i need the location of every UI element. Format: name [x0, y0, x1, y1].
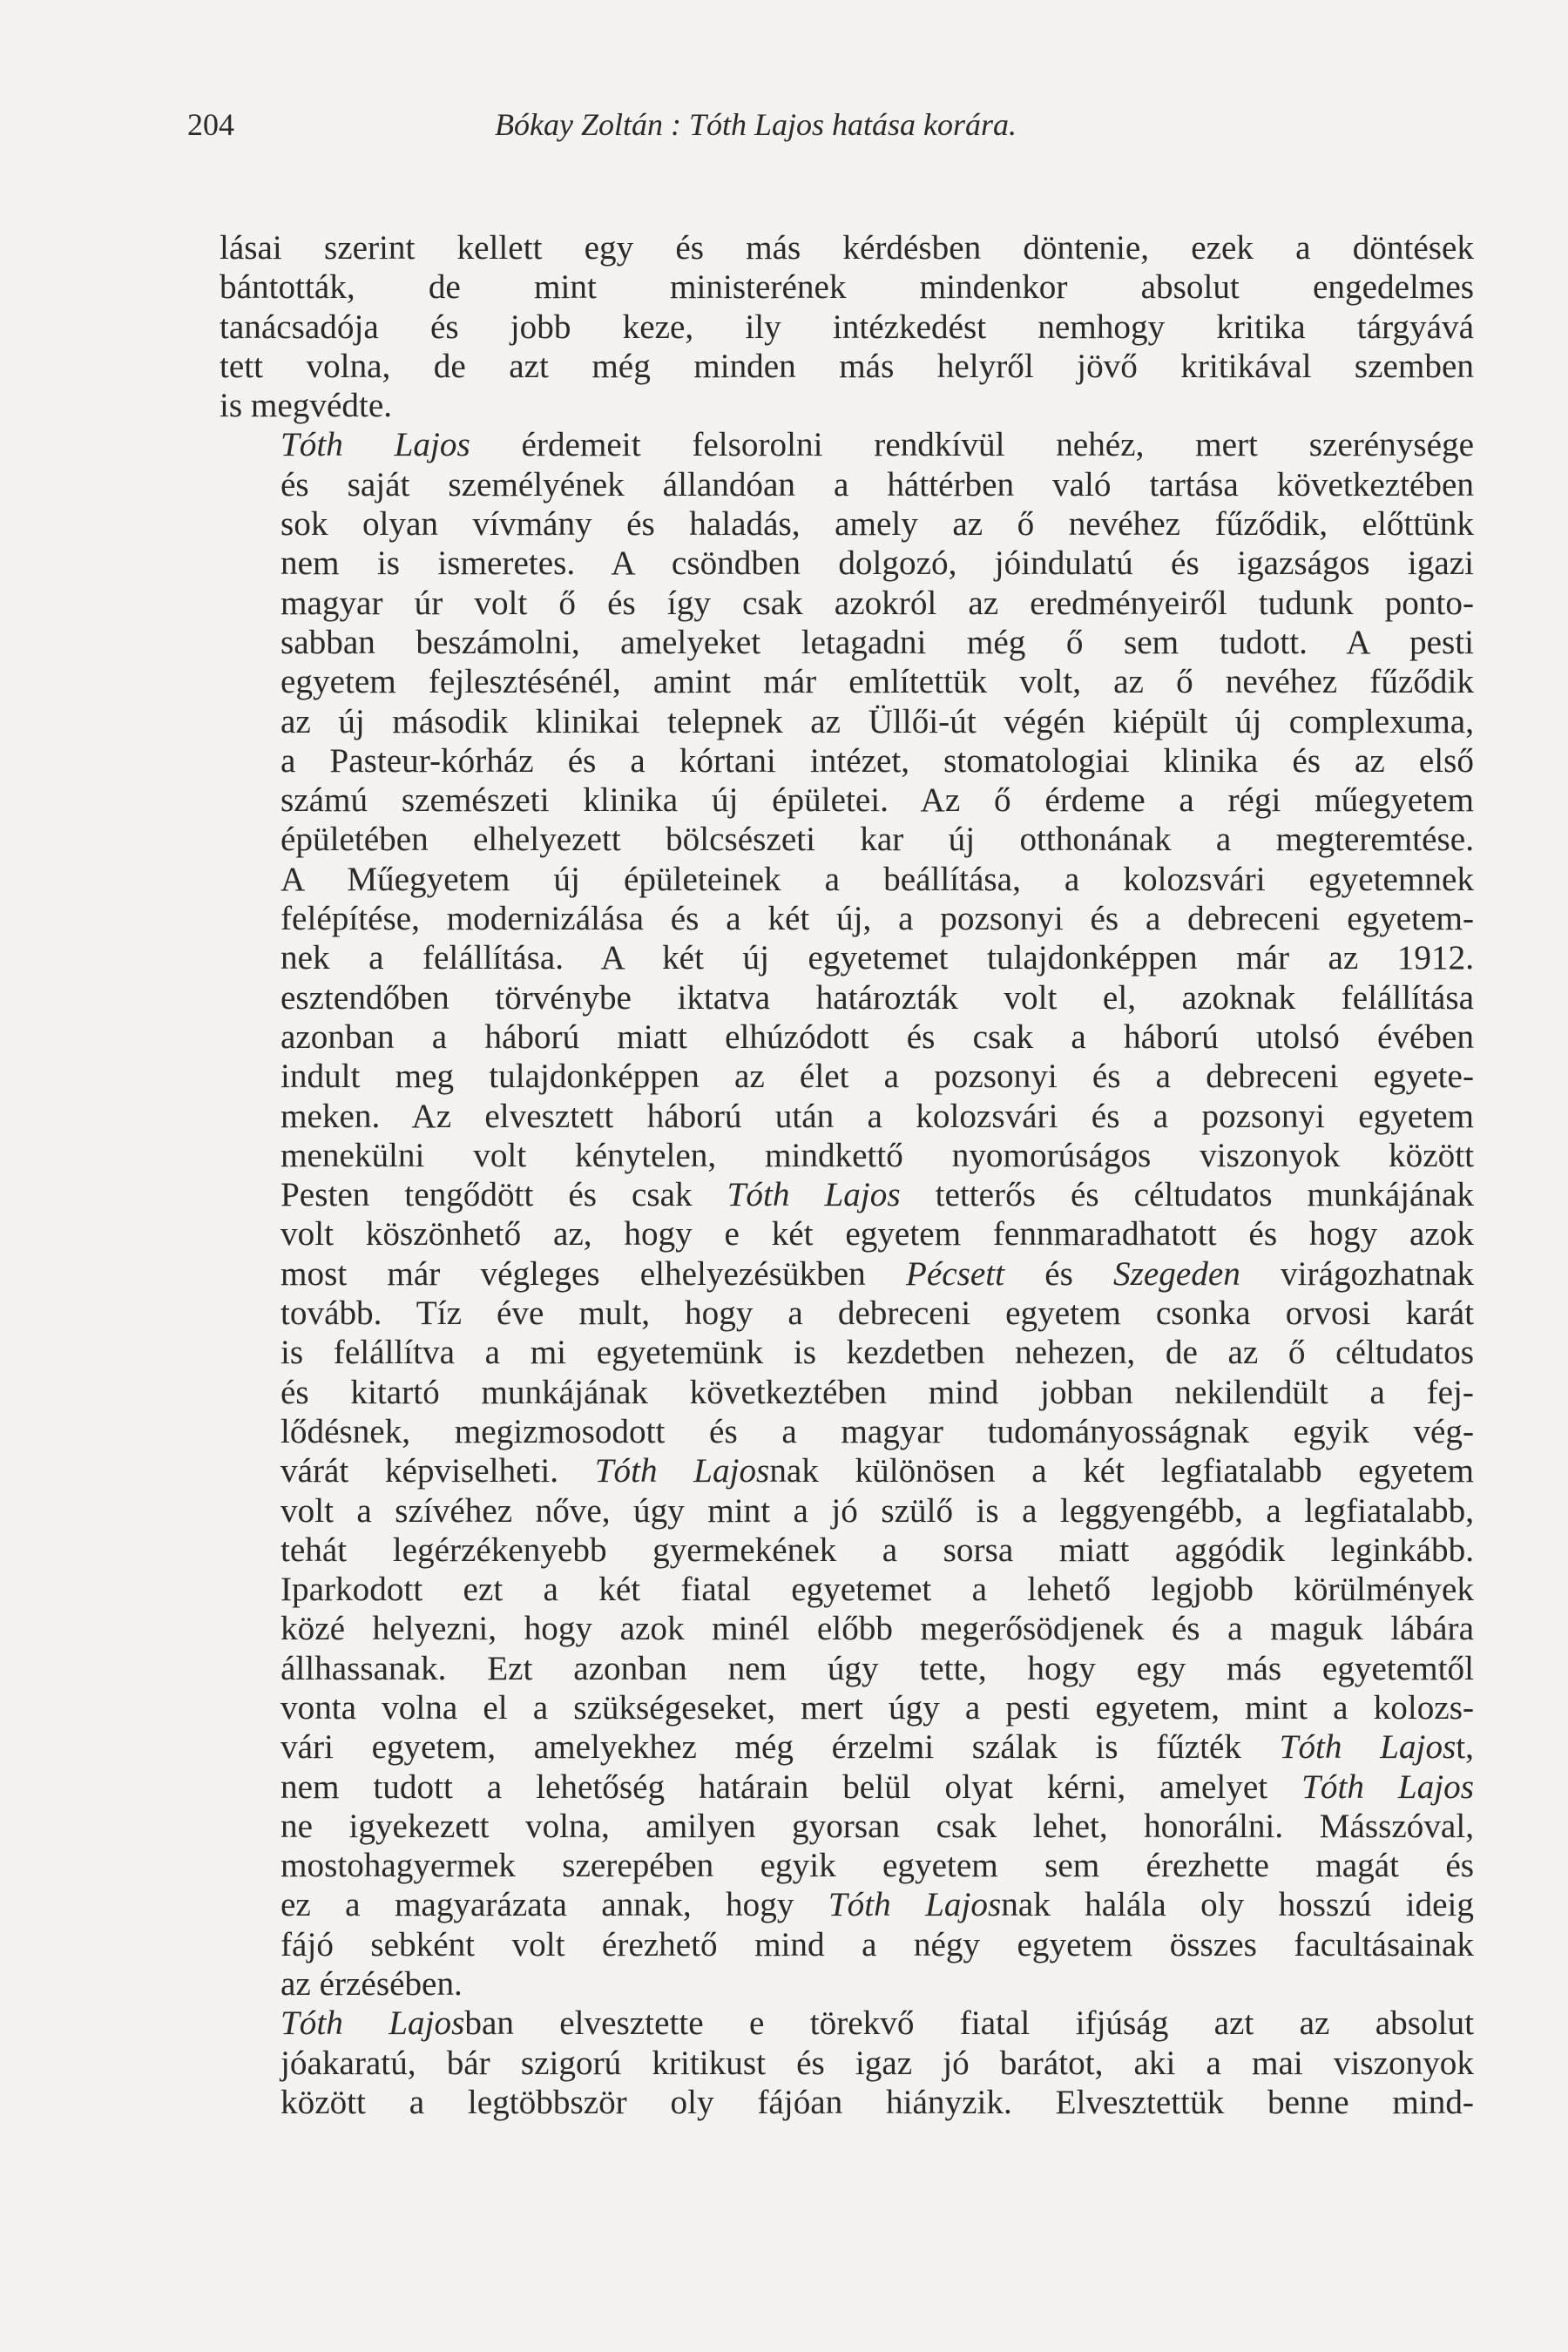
text-line: lődésnek, megizmosodott és a magyar tudományosságnak egyik vég- [280, 1412, 1474, 1450]
text-line: nek a felállítása. A két új egyetemet tulajdonképpen már az 1912. [280, 939, 1474, 977]
text-line: bántották, de mint ministerének mindenkor absolut engedelmes [220, 268, 1474, 307]
italic-name: Szegeden [1113, 1254, 1240, 1293]
text-line: esztendőben törvénybe iktatva határozták volt el, azoknak felállítása [280, 978, 1474, 1017]
text-line: épületében elhelyezett bölcsészeti kar új otthonának a megteremtése. [280, 821, 1474, 859]
text-line: sok olyan vívmány és haladás, amely az ő nevéhez fűződik, előttünk [280, 505, 1474, 544]
paragraph [220, 425, 1474, 2004]
text-line: mostohagyermek szerepében egyik egyetem sem érezhette magát és [280, 1847, 1474, 1885]
text-line: állhassanak. Ezt azonban nem úgy tette, hogy egy más egyetemtől [280, 1649, 1474, 1687]
running-title: Bókay Zoltán : Tóth Lajos hatása korára. [495, 107, 1017, 142]
text-line: meken. Az elvesztett háború után a kolozsvári és a pozsonyi egyetem [280, 1097, 1474, 1135]
text-line: és saját személyének állandóan a háttérben való tartása következtében [280, 465, 1474, 504]
text-line: fájó sebként volt érezhető mind a négy egyetem összes facultásainak [280, 1925, 1474, 1963]
text-line: Pesten tengődött és csak Tóth Lajos tetterős és céltudatos munkájának [280, 1176, 1474, 1214]
paragraph [220, 2004, 1474, 2122]
text-line: Tóth Lajos érdemeit felsorolni rendkívül nehéz, mert szerénysége [280, 426, 1474, 464]
italic-name: Tóth Lajos [594, 1452, 770, 1490]
text-line: menekülni volt kénytelen, mindkettő nyomorúságos viszonyok között [280, 1136, 1474, 1174]
text-line: között a legtöbbször oly fájóan hiányzik. Elvesztettük benne mind- [280, 2083, 1474, 2121]
body-text [220, 228, 1474, 2122]
text-line: várát képviselheti. Tóth Lajosnak különösen a két legfiatalabb egyetem [280, 1452, 1474, 1490]
text-line: Tóth Lajosban elvesztette e törekvő fiatal ifjúság azt az absolut [280, 2004, 1474, 2043]
page-number: 204 [187, 107, 234, 142]
page-header [187, 106, 1372, 150]
text-line: azonban a háború miatt elhúzódott és csak a háború utolsó évében [280, 1017, 1474, 1056]
text-line: tanácsadója és jobb keze, ily intézkedést nemhogy kritika tárgyává [220, 308, 1474, 346]
italic-name: Tóth Lajos [280, 2004, 465, 2043]
text-line: A Műegyetem új épületeinek a beállítása, a kolozsvári egyetemnek [280, 860, 1474, 898]
text-line: és kitartó munkájának következtében mind jobban nekilendült a fej- [280, 1373, 1474, 1411]
text-line: magyar úr volt ő és így csak azokról az eredményeiről tudunk ponto- [280, 584, 1474, 622]
text-line: ne igyekezett volna, amilyen gyorsan csak lehet, honorálni. Másszóval, [280, 1807, 1474, 1845]
text-line: vári egyetem, amelyekhez még érzelmi szálak is fűzték Tóth Lajost, [280, 1728, 1474, 1767]
text-line: nem is ismeretes. A csöndben dolgozó, jóindulatú és igazságos igazi [280, 544, 1474, 583]
text-line: indult meg tulajdonképpen az élet a pozsonyi és a debreceni egyete- [280, 1058, 1474, 1096]
text-line: is megvédte. [220, 387, 393, 425]
text-line: most már végleges elhelyezésükben Pécsett és Szegeden virágozhatnak [280, 1254, 1474, 1293]
text-line: számú szemészeti klinika új épületei. Az ő érdeme a régi műegyetem [280, 781, 1474, 820]
text-line: az új második klinikai telepnek az Üllői-út végén kiépült új complexuma, [280, 702, 1474, 740]
italic-name: Pécsett [905, 1254, 1005, 1293]
text-line: lásai szerint kellett egy és más kérdésben döntenie, ezek a döntések [220, 229, 1474, 267]
text-line: volt köszönhető az, hogy e két egyetem fennmaradhatott és hogy azok [280, 1215, 1474, 1254]
text-line: ez a magyarázata annak, hogy Tóth Lajosnak halála oly hosszú ideig [280, 1886, 1474, 1924]
text-line: az érzésében. [280, 1965, 463, 2004]
italic-name: Tóth Lajos [280, 426, 470, 464]
italic-name: Tóth Lajos [1301, 1767, 1474, 1806]
text-line: tehát legérzékenyebb gyermekének a sorsa miatt aggódik leginkább. [280, 1531, 1474, 1569]
text-line: felépítése, modernizálása és a két új, a pozsonyi és a debreceni egyetem- [280, 900, 1474, 938]
paragraph [220, 228, 1474, 425]
text-line: egyetem fejlesztésénél, amint már említettük volt, az ő nevéhez fűződik [280, 663, 1474, 701]
text-line: a Pasteur-kórház és a kórtani intézet, stomatologiai klinika és az első [280, 741, 1474, 780]
text-line: közé helyezni, hogy azok minél előbb megerősödjenek és a maguk lábára [280, 1610, 1474, 1648]
text-line: is felállítva a mi egyetemünk is kezdetben nehezen, de az ő céltudatos [280, 1334, 1474, 1372]
italic-name: Tóth Lajos [828, 1886, 1002, 1924]
text-line: Iparkodott ezt a két fiatal egyetemet a lehető legjobb körülmények [280, 1571, 1474, 1609]
text-line: jóakaratú, bár szigorú kritikust és igaz jó barátot, aki a mai viszonyok [280, 2044, 1474, 2082]
text-line: volt a szívéhez nőve, úgy mint a jó szülő is a leggyengébb, a legfiatalabb, [280, 1491, 1474, 1530]
text-line: sabban beszámolni, amelyeket letagadni még ő sem tudott. A pesti [280, 623, 1474, 661]
text-line: tovább. Tíz éve mult, hogy a debreceni egyetem csonka orvosi karát [280, 1294, 1474, 1333]
italic-name: Tóth Lajos [727, 1176, 901, 1214]
text-line: tett volna, de azt még minden más helyről jövő kritikával szemben [220, 347, 1474, 385]
italic-name: Tóth Lajos [1279, 1728, 1456, 1767]
text-line: vonta volna el a szükségeseket, mert úgy a pesti egyetem, mint a kolozs- [280, 1688, 1474, 1727]
text-line: nem tudott a lehetőség határain belül olyat kérni, amelyet Tóth Lajos [280, 1767, 1474, 1806]
